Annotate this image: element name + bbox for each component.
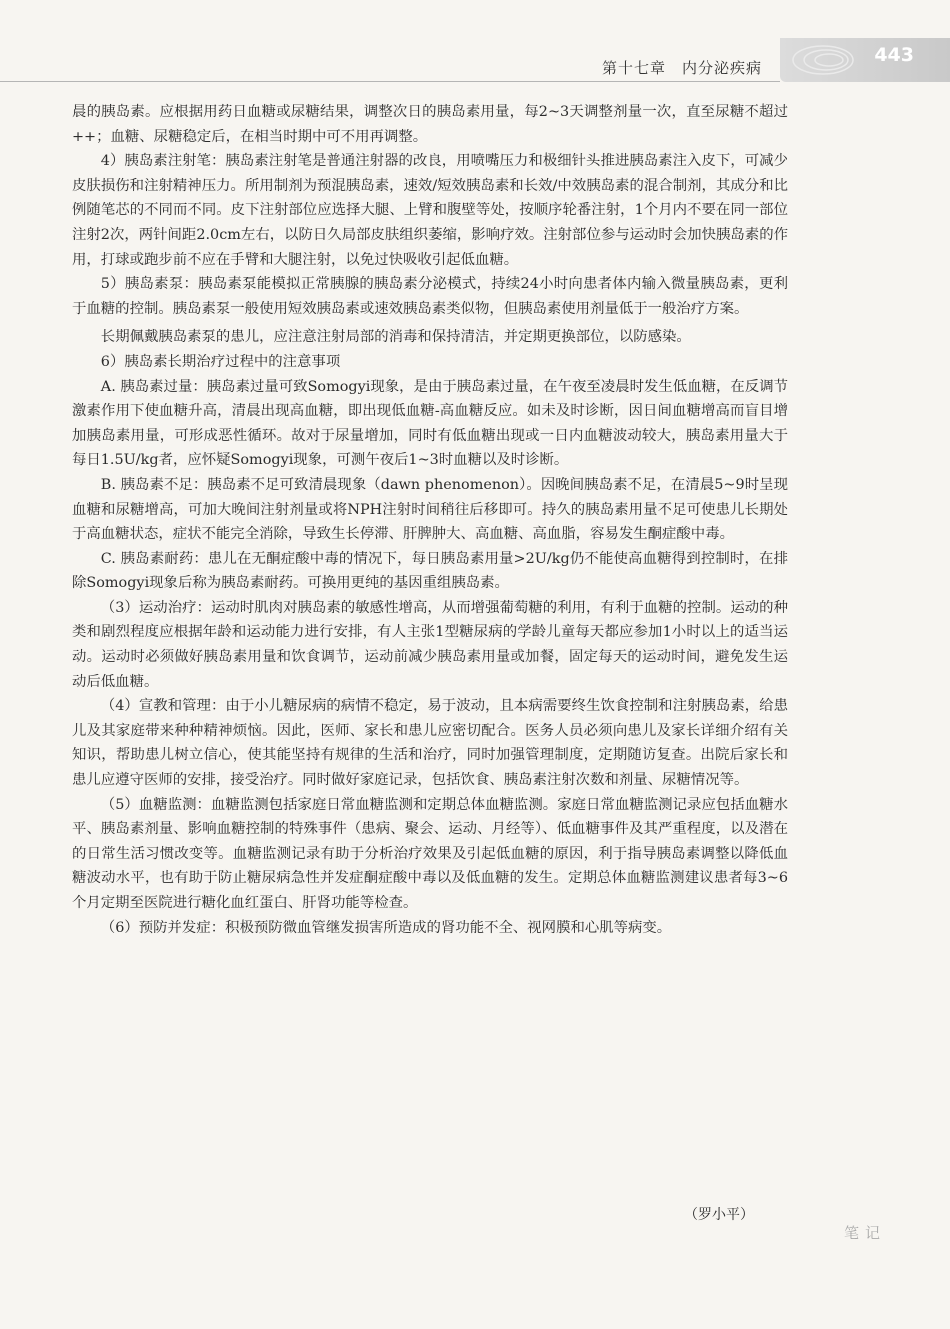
paragraph: A. 胰岛素过量：胰岛素过量可致Somogyi现象，是由于胰岛素过量，在午夜至凌晨时发生低血糖，在反调节激素作用下使血糖升高，清晨出现高血糖，即出现低血糖-高血糖反应。如未及时诊断，因日间血糖增高而盲目增加胰岛素用量，可形成恶性循环。故对于尿量增加，同时有低血糖出现或一日内血糖波动较大，胰岛素用量大于每日1.5U/kg者，应怀疑Somogyi现象，可测午夜后1~3时血糖以及时诊断。 — [72, 378, 788, 469]
paragraph: （6）预防并发症：积极预防微血管继发损害所造成的肾功能不全、视网膜和心肌等病变。 — [100, 919, 672, 936]
paragraph: 6）胰岛素长期治疗过程中的注意事项 — [100, 353, 341, 370]
paragraph: 5）胰岛素泵：胰岛素泵能模拟正常胰腺的胰岛素分泌模式，持续24小时向患者体内输入微量胰岛素，更利于血糖的控制。胰岛素泵一般使用短效胰岛素或速效胰岛素类似物，但胰岛素使用剂量低于一般治疗方案。 — [72, 276, 788, 317]
header-rule — [0, 81, 780, 82]
paragraph: （4）宣教和管理：由于小儿糖尿病的病情不稳定，易于波动，且本病需要终生饮食控制和注射胰岛素，给患儿及其家庭带来种种精神烦恼。因此，医师、家长和患儿应密切配合。医务人员必须向患儿及家长详细介绍有关知识，帮助患儿树立信心，使其能坚持有规律的生活和治疗，同时加强管理制度，定期随访复查。出院后家长和患儿应遵守医师的安排，接受治疗。同时做好家庭记录，包括饮食、胰岛素注射次数和剂量、尿糖情况等。 — [72, 698, 788, 789]
swirl-decoration-icon — [788, 42, 858, 78]
author-credit: （罗小平） — [684, 1207, 754, 1223]
paragraph: （3）运动治疗：运动时肌肉对胰岛素的敏感性增高，从而增强葡萄糖的利用，有利于血糖的控制。运动的种类和剧烈程度应根据年龄和运动能力进行安排，有人主张1型糖尿病的学龄儿童每天都应参加1小时以上的适当运动。运动时必须做好胰岛素用量和饮食调节，运动前减少胰岛素用量或加餐，固定每天的运动时间，避免发生运动后低血糖。 — [72, 599, 788, 690]
page-header — [0, 44, 950, 88]
body-text — [72, 100, 788, 940]
paragraph: 4）胰岛素注射笔：胰岛素注射笔是普通注射器的改良，用喷嘴压力和极细针头推进胰岛素注入皮下，可减少皮肤损伤和注射精神压力。所用制剂为预混胰岛素，速效/短效胰岛素和长效/中效胰岛素的混合制剂，其成分和比例随笔芯的不同而不同。皮下注射部位应选择大腿、上臂和腹壁等处，按顺序轮番注射，1个月内不要在同一部位注射2次，两针间距2.0cm左右，以防日久局部皮肤组织萎缩，影响疗效。注射部位参与运动时会加快胰岛素的作用，打球或跑步前不应在手臂和大腿注射，以免过快吸收引起低血糖。 — [72, 153, 788, 268]
chapter-title: 第十七章 内分泌疾病 — [601, 59, 762, 77]
paragraph: 晨的胰岛素。应根据用药日血糖或尿糖结果，调整次日的胰岛素用量，每2~3天调整剂量一次，直至尿糖不超过++；血糖、尿糖稳定后，在相当时期中可不用再调整。 — [72, 104, 788, 145]
page-number: 443 — [874, 44, 914, 66]
paragraph: （5）血糖监测：血糖监测包括家庭日常血糖监测和定期总体血糖监测。家庭日常血糖监测记录应包括血糖水平、胰岛素剂量、影响血糖控制的特殊事件（患病、聚会、运动、月经等）、低血糖事件及其严重程度，以及潜在的日常生活习惯改变等。血糖监测记录有助于分析治疗效果及引起低血糖的原因，利于指导胰岛素调整以降低血糖波动水平，也有助于防止糖尿病急性并发症酮症酸中毒以及低血糖的发生。定期总体血糖监测建议患者每3~6个月定期至医院进行糖化血红蛋白、肝肾功能等检查。 — [72, 796, 788, 911]
paragraph: 长期佩戴胰岛素泵的患儿，应注意注射局部的消毒和保持清洁，并定期更换部位，以防感染。 — [100, 329, 691, 346]
paragraph: C. 胰岛素耐药：患儿在无酮症酸中毒的情况下，每日胰岛素用量>2U/kg仍不能使高血糖得到控制时，在排除Somogyi现象后称为胰岛素耐药。可换用更纯的基因重组胰岛素。 — [72, 550, 788, 592]
page-number-tab — [780, 38, 950, 82]
notes-label: 笔记 — [843, 1224, 886, 1242]
paragraph: B. 胰岛素不足：胰岛素不足可致清晨现象（dawn phenomenon）。因晚间胰岛素不足，在清晨5~9时呈现血糖和尿糖增高，可加大晚间注射剂量或将NPH注射时间稍往后移即可。持久的胰岛素用量不足可使患儿长期处于高血糖状态，症状不能完全消除，导致生长停滞、肝脾肿大、高血糖、高血脂，容易发生酮症酸中毒。 — [72, 476, 788, 543]
